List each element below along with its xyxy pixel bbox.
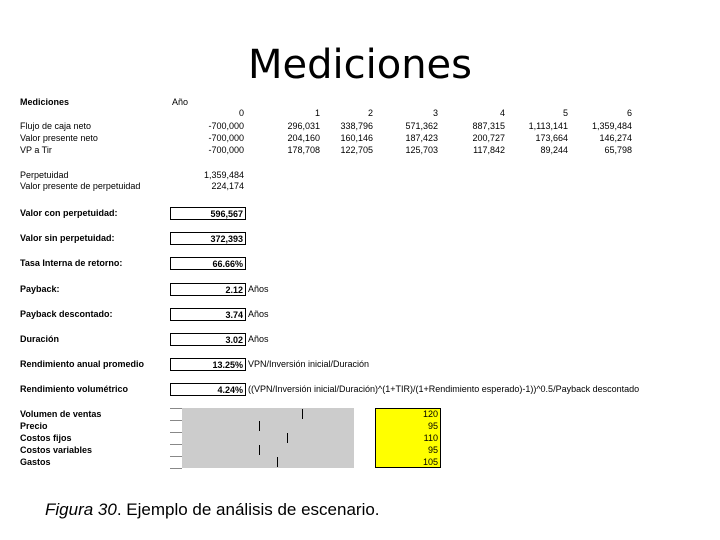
row-cell: 146,274 [599,133,632,143]
caption-text: . Ejemplo de análisis de escenario. [116,500,380,519]
scenario-value[interactable]: 120 [422,409,438,419]
metric-label: Tasa Interna de retorno: [20,258,123,268]
metric-note: Años [248,309,269,319]
scenario-slider-area [182,408,354,468]
metric-label: Rendimiento anual promedio [20,359,145,369]
metric-value: 596,567 [170,207,246,220]
row-cell: -700,000 [208,121,244,131]
metric-label: Rendimiento volumétrico [20,384,129,394]
scenario-slider-thumb[interactable] [277,457,278,467]
scenario-value[interactable]: 95 [427,445,438,455]
row-cell: 122,705 [340,145,373,155]
scenario-slider-thumb[interactable] [259,445,260,455]
year-header: 3 [432,108,438,118]
figure-caption [45,500,380,520]
metric-label: Valor sin perpetuidad: [20,233,115,243]
header-anio: Año [172,97,189,107]
perpetuidad-value: 1,359,484 [203,170,244,180]
row-cell: 887,315 [472,121,505,131]
perpetuidad-label: Perpetuidad [20,170,69,180]
row-cell: 1,113,141 [528,121,568,131]
row-cell: 125,703 [405,145,438,155]
row-label: VP a Tir [20,145,52,155]
year-header: 0 [238,108,244,118]
year-header: 6 [626,108,632,118]
scenario-value[interactable]: 110 [423,433,438,443]
caption-fig: Figura 30 [45,500,117,519]
metric-value: 2.12 [170,283,246,296]
header-label: Mediciones [20,97,70,107]
scenario-slider-thumb[interactable] [259,421,260,431]
metric-value: 3.02 [170,333,246,346]
year-header: 2 [367,108,373,118]
scenario-slider-thumb[interactable] [287,433,288,443]
row-label: Flujo de caja neto [20,121,92,131]
row-cell: 296,031 [287,121,320,131]
row-cell: 1,359,484 [591,121,632,131]
slide-title: Mediciones [247,42,472,88]
metric-value: 13.25% [170,358,246,371]
row-cell: 200,727 [472,133,505,143]
scenario-label: Gastos [20,457,51,467]
scenario-stub [170,456,182,469]
metric-label: Valor con perpetuidad: [20,208,118,218]
scenario-value[interactable]: 105 [422,457,438,467]
vp-perpetuidad-value: 224,174 [211,181,244,191]
scenario-label: Costos fijos [20,433,72,443]
row-cell: 117,842 [473,145,505,155]
scenario-label: Costos variables [20,445,93,455]
vp-perpetuidad-label: Valor presente de perpetuidad [20,181,141,191]
row-cell: -700,000 [208,145,244,155]
metric-note: Años [248,334,269,344]
metric-label: Payback descontado: [20,309,113,319]
year-header: 4 [499,108,505,118]
metric-label: Duración [20,334,60,344]
scenario-slider-thumb[interactable] [302,409,303,419]
scenario-label: Volumen de ventas [20,409,102,419]
year-header: 1 [314,108,320,118]
metric-note: ((VPN/Inversión inicial/Duración)^(1+TIR)/(1+Rendimiento esperado)-1))^0.5/Payback descontado [248,384,640,394]
row-cell: 187,423 [405,133,438,143]
metric-value: 372,393 [170,232,246,245]
row-cell: 173,664 [535,133,568,143]
row-label: Valor presente neto [20,133,98,143]
metric-note: Años [248,284,269,294]
row-cell: 571,362 [405,121,438,131]
metric-label: Payback: [20,284,60,294]
scenario-label: Precio [20,421,48,431]
metric-value: 4.24% [170,383,246,396]
metric-value: 3.74 [170,308,246,321]
row-cell: 204,160 [287,133,320,143]
scenario-value[interactable]: 95 [427,421,438,431]
row-cell: 160,146 [340,133,373,143]
row-cell: 338,796 [340,121,373,131]
row-cell: 89,244 [540,145,568,155]
row-cell: 178,708 [287,145,320,155]
row-cell: -700,000 [208,133,244,143]
metric-note: VPN/Inversión inicial/Duración [248,359,370,369]
year-header: 5 [562,108,568,118]
metric-value: 66.66% [170,257,246,270]
row-cell: 65,798 [604,145,632,155]
